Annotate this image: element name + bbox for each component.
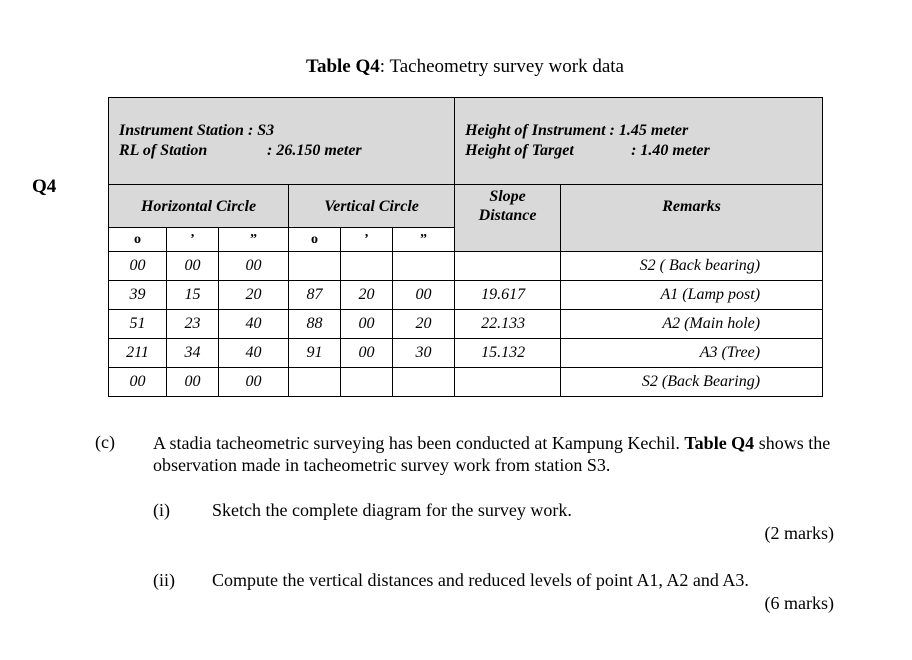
slope-cell: 19.617 — [455, 281, 561, 310]
v-deg-cell — [289, 368, 341, 397]
table-title-text: : Tacheometry survey work data — [379, 56, 624, 77]
slope-header-line2: Distance — [478, 207, 537, 224]
table-title — [0, 56, 912, 78]
part-c-text — [153, 432, 843, 476]
question-number: Q4 — [32, 176, 57, 197]
minute-symbol: ’ — [167, 228, 219, 252]
slope-cell: 22.133 — [455, 310, 561, 339]
rl-value: : 26.150 meter — [267, 142, 362, 159]
v-deg-cell: 88 — [289, 310, 341, 339]
sub-question-ii-text: Compute the vertical distances and reduced levels of point A1, A2 and A3. — [212, 570, 749, 590]
v-min-cell: 20 — [341, 281, 393, 310]
h-deg-cell: 39 — [109, 281, 167, 310]
table-row — [109, 339, 823, 368]
minute-symbol: ’ — [341, 228, 393, 252]
v-min-cell: 00 — [341, 339, 393, 368]
h-sec-cell: 20 — [219, 281, 289, 310]
h-min-cell: 00 — [167, 368, 219, 397]
remark-cell: A1 (Lamp post) — [561, 281, 823, 310]
v-min-cell — [341, 252, 393, 281]
table-label: Table Q4 — [306, 56, 380, 77]
remark-cell: S2 ( Back bearing) — [561, 252, 823, 281]
slope-distance-header — [455, 185, 561, 252]
survey-data-table — [108, 97, 823, 397]
table-row — [109, 252, 823, 281]
h-deg-cell: 00 — [109, 368, 167, 397]
v-deg-cell — [289, 252, 341, 281]
slope-cell — [455, 252, 561, 281]
remarks-header: Remarks — [561, 185, 823, 252]
h-deg-cell: 00 — [109, 252, 167, 281]
horizontal-circle-header: Horizontal Circle — [109, 185, 289, 228]
v-deg-cell: 87 — [289, 281, 341, 310]
v-sec-cell: 20 — [393, 310, 455, 339]
v-sec-cell — [393, 368, 455, 397]
v-deg-cell: 91 — [289, 339, 341, 368]
part-c-label: (c) — [95, 432, 115, 452]
v-min-cell: 00 — [341, 310, 393, 339]
h-min-cell: 00 — [167, 252, 219, 281]
v-sec-cell: 00 — [393, 281, 455, 310]
sub-question-i-marks: (2 marks) — [764, 523, 834, 543]
height-instrument-label: Height of Instrument : 1.45 meter — [465, 122, 689, 139]
intro-text-rest: shows the observation made in tacheometric survey work from station S3. — [153, 433, 831, 475]
v-sec-cell — [393, 252, 455, 281]
height-target-value: : 1.40 meter — [631, 142, 710, 159]
h-deg-cell: 211 — [109, 339, 167, 368]
table-row — [109, 281, 823, 310]
remark-cell: A2 (Main hole) — [561, 310, 823, 339]
vertical-circle-header: Vertical Circle — [289, 185, 455, 228]
rl-label: RL of Station — [119, 142, 208, 159]
remark-cell: A3 (Tree) — [561, 339, 823, 368]
h-min-cell: 34 — [167, 339, 219, 368]
table-row — [109, 310, 823, 339]
intro-text: A stadia tacheometric surveying has been conducted at Kampung Kechil. — [153, 433, 685, 453]
second-symbol: ” — [393, 228, 455, 252]
intro-table-ref: Table Q4 — [684, 433, 755, 453]
sub-question-ii-label: (ii) — [153, 570, 175, 590]
station-info-cell — [109, 98, 455, 185]
table-row — [109, 368, 823, 397]
h-sec-cell: 00 — [219, 368, 289, 397]
v-min-cell — [341, 368, 393, 397]
sub-question-i-label: (i) — [153, 500, 170, 520]
h-sec-cell: 40 — [219, 339, 289, 368]
slope-cell — [455, 368, 561, 397]
degree-symbol: o — [109, 228, 167, 252]
height-info-cell — [455, 98, 823, 185]
height-target-label: Height of Target — [465, 142, 574, 159]
h-sec-cell: 40 — [219, 310, 289, 339]
h-min-cell: 23 — [167, 310, 219, 339]
sub-question-i-text: Sketch the complete diagram for the survey work. — [212, 500, 572, 520]
remark-cell: S2 (Back Bearing) — [561, 368, 823, 397]
h-deg-cell: 51 — [109, 310, 167, 339]
v-sec-cell: 30 — [393, 339, 455, 368]
degree-symbol: o — [289, 228, 341, 252]
second-symbol: ” — [219, 228, 289, 252]
sub-question-ii-marks: (6 marks) — [764, 593, 834, 613]
slope-cell: 15.132 — [455, 339, 561, 368]
instrument-station-label: Instrument Station : S3 — [119, 122, 275, 139]
h-sec-cell: 00 — [219, 252, 289, 281]
h-min-cell: 15 — [167, 281, 219, 310]
slope-header-line1: Slope — [489, 188, 526, 205]
